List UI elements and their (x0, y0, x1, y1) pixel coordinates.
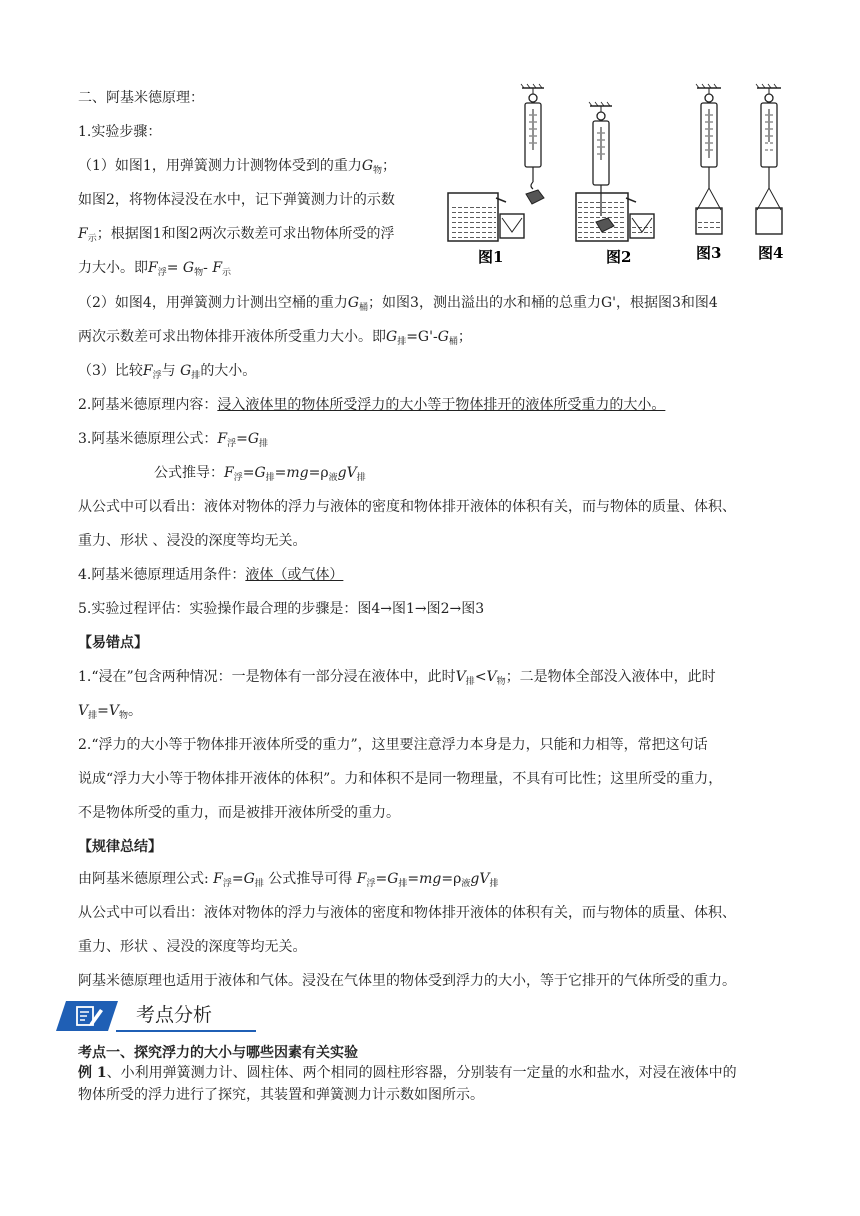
principle-content: 2.阿基米德原理内容：浸入液体里的物体所受浮力的大小等于物体排开的液体所受重力的大小。 (78, 397, 666, 413)
note2-line2: 重力、形状 、浸没的深度等均无关。 (78, 939, 307, 955)
exp-title: 1.实验步骤： (78, 124, 162, 140)
spring-scale-4 (756, 84, 782, 234)
principle-formula: 3.阿基米德原理公式：$F_浮=G_排$ (78, 431, 269, 449)
banner-title: 考点分析 (136, 1004, 213, 1026)
figure2-overflow-setup (576, 193, 654, 241)
mistake2-line2: 说成“浮力大小等于物体排开液体的体积”。力和体积不是同一物理量，不具有可比性；这里所受的重力， (78, 771, 723, 787)
example-line2: 物体所受的浮力进行了探究，其装置和弹簧测力计示数如图所示。 (78, 1087, 484, 1103)
figure1-overflow-setup (448, 193, 524, 241)
spring-scale-1 (521, 84, 544, 204)
summary-formula: 由阿基米德原理公式: $F_浮=G_排$ 公式推导可得 $F_浮=G_排=mg=\rho_液gV_排$ (78, 871, 499, 889)
note3-line: 阿基米德原理也适用于液体和气体。浸没在气体里的物体受到浮力的大小，等于它排开的气体所受的重力。 (78, 973, 736, 989)
section-banner (56, 999, 456, 1033)
section-heading: 二、阿基米德原理： (78, 90, 204, 106)
evaluation-line: 5.实验过程评估：实验操作最合理的步骤是：图4→图1→图2→图3 (78, 601, 485, 617)
condition-line: 4.阿基米德原理适用条件：液体（或气体） (78, 567, 344, 583)
note2-line1: 从公式中可以看出：液体对物体的浮力与液体的密度和物体排开液体的体积有关，而与物体的质量、体积、 (78, 905, 736, 921)
note1-line1: 从公式中可以看出：液体对物体的浮力与液体的密度和物体排开液体的体积有关，而与物体的质量、体积、 (78, 499, 736, 515)
step2-line1: （2）如图4，用弹簧测力计测出空桶的重力$G_桶$；如图3，测出溢出的水和桶的总重力G'，根据图3和图4 (78, 295, 718, 313)
experiment-figure (440, 80, 790, 270)
step1-line1: （1）如图1，用弹簧测力计测物体受到的重力$G_物$； (78, 158, 397, 176)
step1-line2: 如图2，将物体浸没在水中，记下弹簧测力计的示数 (78, 192, 395, 208)
step2-line2: 两次示数差可求出物体排开液体所受重力大小。即$G_排=G'-G_桶$； (78, 329, 472, 347)
mistake2-line3: 不是物体所受的重力，而是被排开液体所受的重力。 (78, 805, 400, 821)
step3-line: （3）比较$F_浮$与 $G_排$的大小。 (78, 363, 257, 381)
topic1-heading: 考点一、探究浮力的大小与哪些因素有关实验 (78, 1045, 358, 1061)
mistake1-line2: $V_排=V_物$。 (78, 703, 143, 721)
figure2-caption: 图2 (606, 248, 632, 266)
step1-line4: 力大小。即$F_浮= G_物-$ $F_示$ (78, 260, 232, 278)
spring-scale-3 (696, 84, 722, 234)
figure1-caption: 图1 (478, 248, 504, 266)
example-line1: 例 1、小利用弹簧测力计、圆柱体、两个相同的圆柱形容器，分别装有一定量的水和盐水，对浸在液体中的 (78, 1065, 737, 1081)
mistakes-heading: 【易错点】 (78, 635, 148, 651)
step1-line3: $F_示$；根据图1和图2两次示数差可求出物体所受的浮 (78, 226, 395, 244)
figure3-caption: 图3 (696, 244, 722, 262)
spring-scale-2 (589, 102, 612, 216)
figure4-caption: 图4 (758, 244, 784, 262)
note1-line2: 重力、形状 、浸没的深度等均无关。 (78, 533, 307, 549)
formula-derivation: 公式推导：$F_浮=G_排=mg=\rho_液gV_排$ (154, 465, 366, 483)
mistake2-line1: 2.“浮力的大小等于物体排开液体所受的重力”，这里要注意浮力本身是力，只能和力相等，常把这句话 (78, 737, 708, 753)
mistake1-line1: 1.“浸在”包含两种情况：一是物体有一部分浸在液体中，此时$V_排<V_物$；二是物体全部没入液体中，此时 (78, 669, 716, 687)
summary-heading: 【规律总结】 (78, 839, 162, 855)
